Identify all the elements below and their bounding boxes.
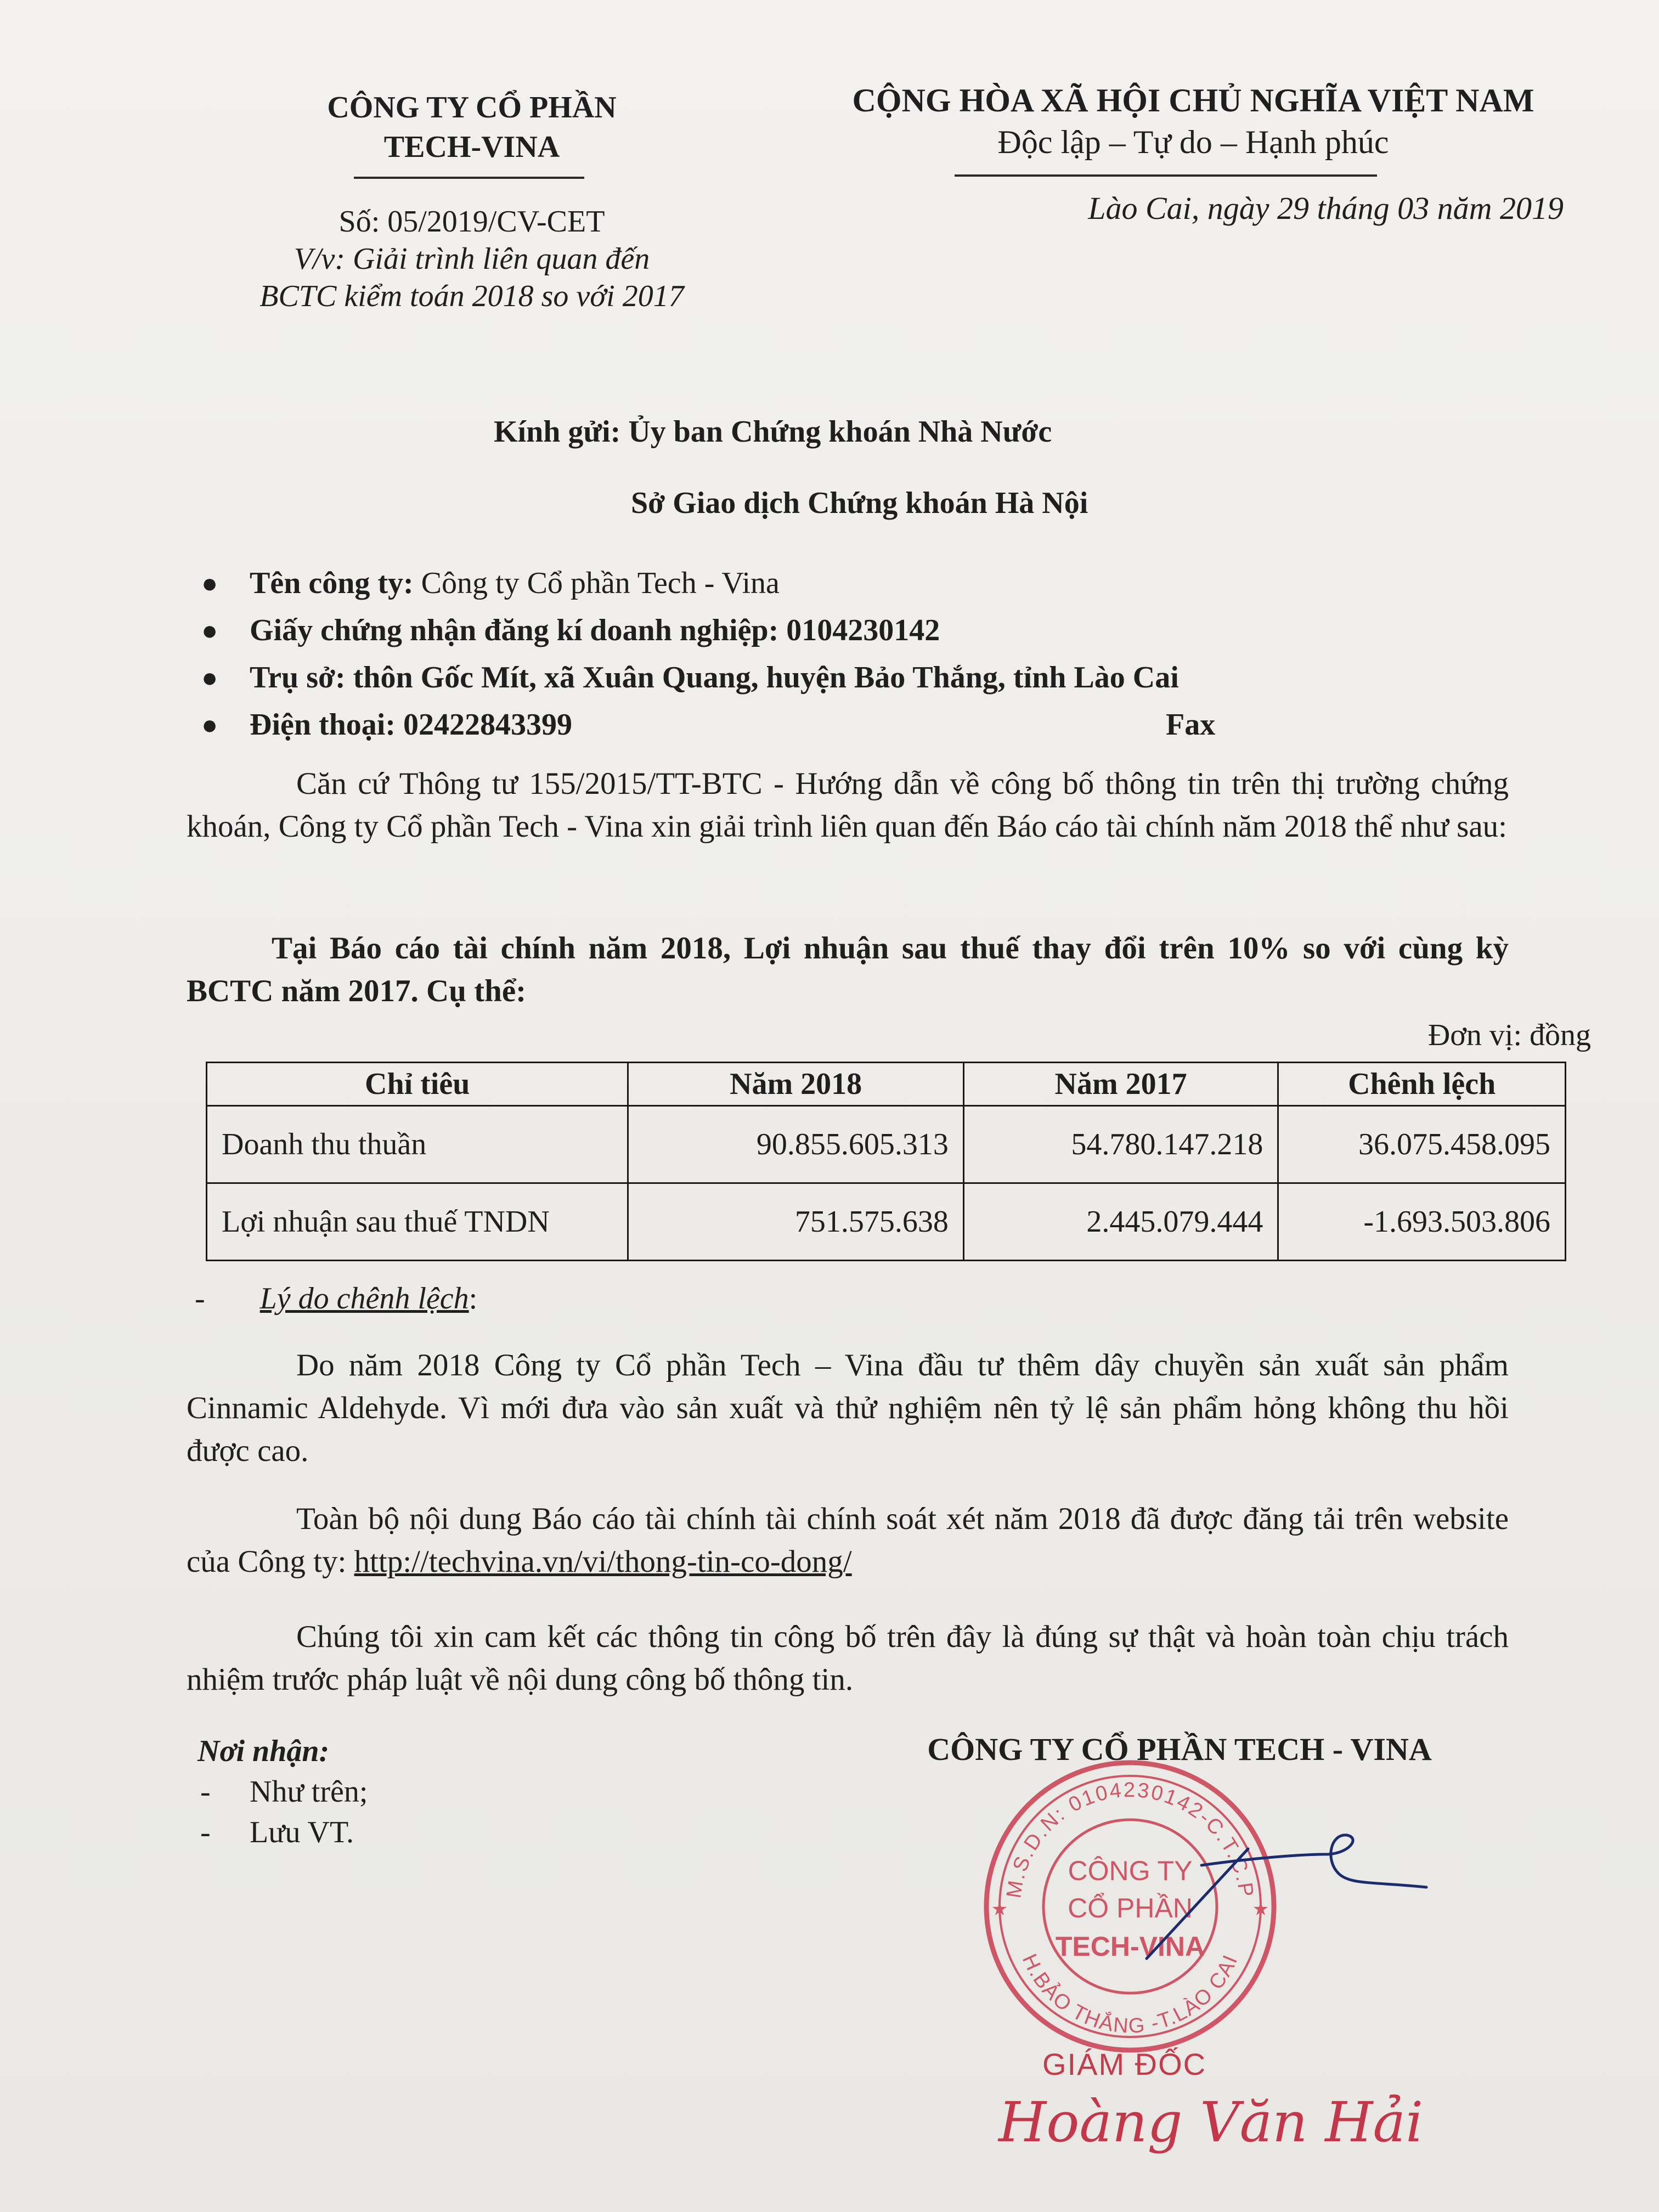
reason-colon: : (469, 1282, 478, 1316)
recipient-line1: Kính gửi: Ủy ban Chứng khoán Nhà Nước (494, 415, 1052, 449)
signing-company: CÔNG TY CỔ PHẦN TECH - VINA (927, 1731, 1432, 1767)
doc-number: Số: 05/2019/CV-CET (338, 205, 605, 239)
bullet-icon: ● (201, 662, 218, 693)
commitment-paragraph: Chúng tôi xin cam kết các thông tin công bố trên đây là đúng sự thật và hoàn toàn chịu trách nhiệm trước pháp luật về nội dung công bố thông tin. (187, 1620, 1509, 1697)
stamp-ring-top-text: M.S.D.N: 0104230142-C.T.C.P (1002, 1779, 1258, 1900)
star-icon: ★ (991, 1899, 1008, 1920)
recipients-footer (198, 1731, 691, 1853)
info-name-value: Công ty Cổ phần Tech - Vina (413, 566, 780, 600)
recipient-item (198, 1812, 691, 1853)
info-fax-label: Fax (1166, 708, 1216, 742)
cell-value: 751.575.638 (628, 1183, 963, 1261)
company-info-list (195, 560, 1566, 748)
unit-label: Đơn vị: đồng (1427, 1018, 1591, 1052)
cell-value: 36.075.458.095 (1278, 1106, 1566, 1183)
bullet-icon: ● (201, 568, 218, 599)
director-title: GIÁM ĐỐC (1042, 2047, 1207, 2081)
director-signature (1130, 1827, 1437, 1970)
header-difference: Chênh lệch (1278, 1063, 1566, 1106)
header-year-2017: Năm 2017 (963, 1063, 1278, 1106)
cell-value: -1.693.503.806 (1278, 1183, 1566, 1261)
director-name: Hoàng Văn Hải (998, 2090, 1424, 2154)
statement-paragraph: Tại Báo cáo tài chính năm 2018, Lợi nhuận sau thuế thay đổi trên 10% so với cùng kỳ BCTC năm 2017. Cụ thể: (187, 931, 1509, 1008)
info-phone (195, 701, 1566, 748)
company-name-line1: CÔNG TY CỔ PHẦN (327, 91, 617, 125)
stamp-center-line1: CÔNG TY (1068, 1855, 1193, 1886)
intro-paragraph: Căn cứ Thông tư 155/2015/TT-BTC - Hướng dẫn về công bố thông tin trên thị trường chứng khoán, Công ty Cổ phần Tech - Vina xin giải trình liên quan đến Báo cáo tài chính năm 2018 thể như sau: (187, 766, 1509, 844)
doc-subject-line1: V/v: Giải trình liên quan đến (294, 242, 650, 276)
company-underline (354, 177, 584, 179)
dash-marker: - (200, 1815, 211, 1849)
header-year-2018: Năm 2018 (628, 1063, 963, 1106)
recipients-title: Nơi nhận: (198, 1734, 330, 1768)
reason-label: Lý do chênh lệch (259, 1282, 469, 1316)
cell-value: 2.445.079.444 (963, 1183, 1278, 1261)
info-address (195, 654, 1566, 701)
cell-indicator: Lợi nhuận sau thuế TNDN (207, 1183, 628, 1261)
reason-heading (195, 1281, 853, 1316)
bullet-icon: ● (201, 709, 218, 740)
reason-dash: - (195, 1282, 205, 1316)
info-address-text: Trụ sở: thôn Gốc Mít, xã Xuân Quang, huyện Bảo Thắng, tỉnh Lào Cai (250, 661, 1179, 695)
cell-indicator: Doanh thu thuần (207, 1106, 628, 1183)
info-license (195, 607, 1566, 654)
recipient-item-text: Như trên; (250, 1775, 368, 1809)
company-header (274, 88, 669, 167)
company-name-line2: TECH-VINA (383, 130, 560, 164)
reason-paragraph: Do năm 2018 Công ty Cổ phần Tech – Vina đầu tư thêm dây chuyền sản xuất sản phẩm Cinnamic Aldehyde. Vì mới đưa vào sản xuất và thử nghiệm nên tỷ lệ sản phẩm hỏng không thu hồi được cao. (187, 1348, 1509, 1468)
recipient-item-text: Lưu VT. (250, 1815, 354, 1849)
info-name-label: Tên công ty: (250, 566, 414, 600)
stamp-center-line2: CỔ PHẦN (1068, 1893, 1193, 1923)
document-date: Lào Cai, ngày 29 tháng 03 năm 2019 (1088, 190, 1564, 226)
info-license-text: Giấy chứng nhận đăng kí doanh nghiệp: 0104230142 (250, 613, 940, 647)
website-link[interactable]: http://techvina.vn/vi/thong-tin-co-dong/ (354, 1544, 852, 1579)
cell-value: 54.780.147.218 (963, 1106, 1278, 1183)
cell-value: 90.855.605.313 (628, 1106, 963, 1183)
national-header (795, 80, 1591, 163)
nation-title: CỘNG HÒA XÃ HỘI CHỦ NGHĨA VIỆT NAM (852, 82, 1534, 119)
doc-subject-line2: BCTC kiểm toán 2018 so với 2017 (259, 279, 684, 313)
website-text: Toàn bộ nội dung Báo cáo tài chính tài chính soát xét năm 2018 đã được đăng tải trên website của Công ty: (187, 1502, 1509, 1579)
bullet-icon: ● (201, 615, 218, 646)
stamp-ring-bottom-text: H.BẢO THẮNG -T.LÀO CAI (1017, 1950, 1243, 2038)
info-company-name (195, 560, 1566, 607)
nation-motto: Độc lập – Tự do – Hạnh phúc (997, 124, 1389, 160)
table-row (207, 1106, 1566, 1183)
table-header-row (207, 1063, 1566, 1106)
dash-marker: - (200, 1775, 211, 1809)
table-row (207, 1183, 1566, 1261)
star-icon: ★ (1252, 1899, 1269, 1920)
document-reference (198, 203, 746, 315)
header-indicator: Chỉ tiêu (207, 1063, 628, 1106)
financial-table (206, 1062, 1566, 1261)
recipient-line2: Sở Giao dịch Chứng khoán Hà Nội (631, 486, 1088, 520)
recipient-item (198, 1771, 691, 1812)
motto-underline (955, 174, 1377, 177)
website-paragraph (187, 1498, 1509, 1583)
info-phone-text: Điện thoại: 02422843399 (250, 708, 572, 742)
stamp-center-line3: TECH-VINA (1055, 1931, 1205, 1962)
